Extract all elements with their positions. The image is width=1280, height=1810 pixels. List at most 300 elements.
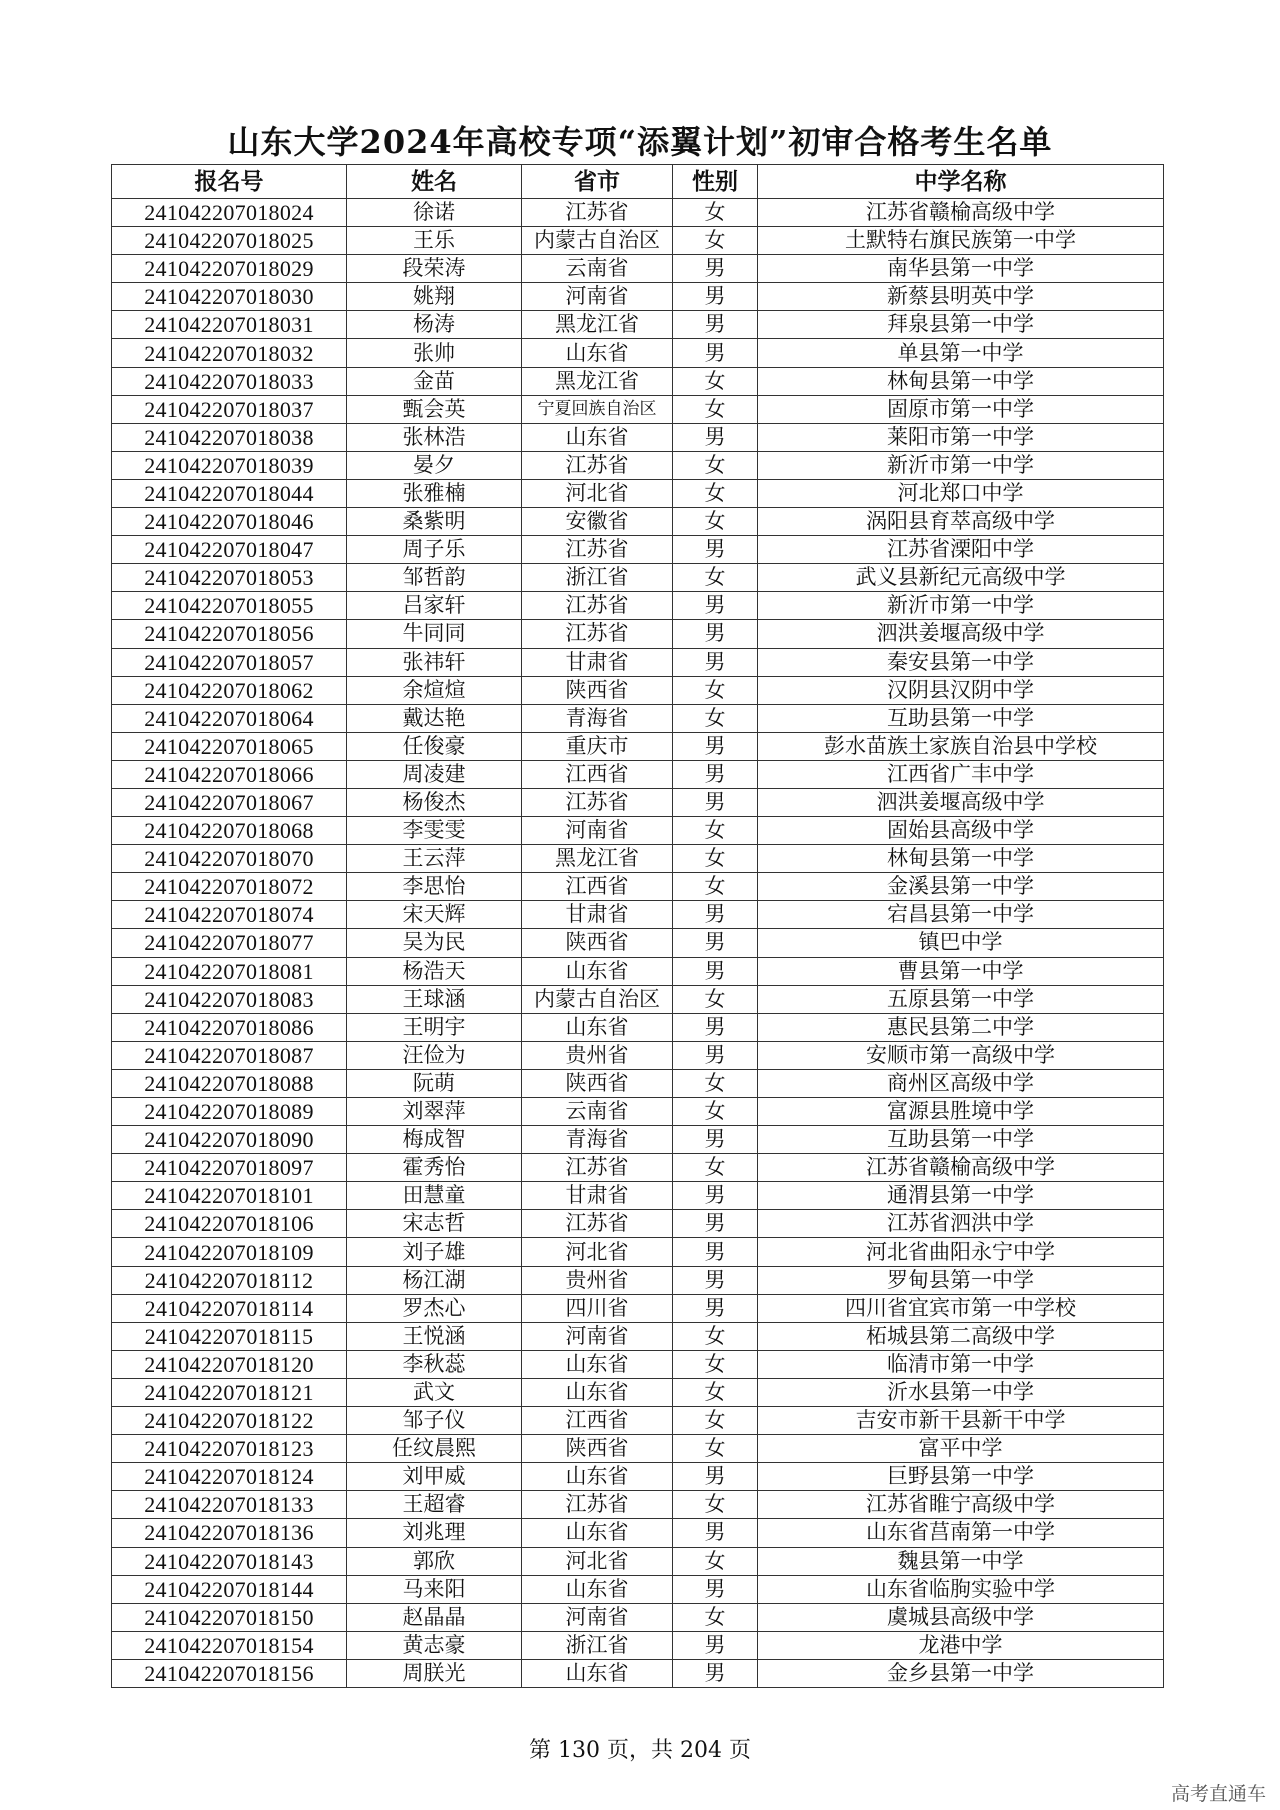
gender-cell: 男 bbox=[673, 620, 758, 648]
registration-no-cell: 241042207018087 bbox=[112, 1041, 347, 1069]
registration-no-cell: 241042207018133 bbox=[112, 1491, 347, 1519]
school-cell: 新蔡县明英中学 bbox=[758, 283, 1164, 311]
table-row bbox=[112, 508, 1164, 536]
candidate-table bbox=[111, 164, 1164, 1688]
name-cell: 李雯雯 bbox=[347, 817, 522, 845]
name-cell: 周凌建 bbox=[347, 760, 522, 788]
table-row bbox=[112, 873, 1164, 901]
gender-cell: 女 bbox=[673, 676, 758, 704]
gender-cell: 女 bbox=[673, 395, 758, 423]
name-cell: 任纹晨熙 bbox=[347, 1435, 522, 1463]
school-cell: 彭水苗族土家族自治县中学校 bbox=[758, 732, 1164, 760]
table-row bbox=[112, 1182, 1164, 1210]
school-cell: 新沂市第一中学 bbox=[758, 451, 1164, 479]
gender-cell: 男 bbox=[673, 311, 758, 339]
gender-cell: 男 bbox=[673, 1266, 758, 1294]
gender-cell: 女 bbox=[673, 985, 758, 1013]
registration-no-cell: 241042207018046 bbox=[112, 508, 347, 536]
school-cell: 南华县第一中学 bbox=[758, 255, 1164, 283]
table-row bbox=[112, 1631, 1164, 1659]
gender-cell: 男 bbox=[673, 536, 758, 564]
registration-no-cell: 241042207018044 bbox=[112, 479, 347, 507]
school-cell: 拜泉县第一中学 bbox=[758, 311, 1164, 339]
table-row bbox=[112, 1210, 1164, 1238]
gender-cell: 女 bbox=[673, 1491, 758, 1519]
registration-no-cell: 241042207018156 bbox=[112, 1659, 347, 1687]
table-row bbox=[112, 1547, 1164, 1575]
name-cell: 李思怡 bbox=[347, 873, 522, 901]
school-cell: 汉阴县汉阴中学 bbox=[758, 676, 1164, 704]
table-row bbox=[112, 1435, 1164, 1463]
school-cell: 武义县新纪元高级中学 bbox=[758, 564, 1164, 592]
province-cell: 云南省 bbox=[522, 1098, 673, 1126]
province-cell: 内蒙古自治区 bbox=[522, 985, 673, 1013]
name-cell: 王超睿 bbox=[347, 1491, 522, 1519]
table-row bbox=[112, 985, 1164, 1013]
name-cell: 王云萍 bbox=[347, 845, 522, 873]
gender-cell: 男 bbox=[673, 1631, 758, 1659]
school-cell: 富源县胜境中学 bbox=[758, 1098, 1164, 1126]
school-cell: 秦安县第一中学 bbox=[758, 648, 1164, 676]
name-cell: 宋天辉 bbox=[347, 901, 522, 929]
school-cell: 五原县第一中学 bbox=[758, 985, 1164, 1013]
school-cell: 山东省临朐实验中学 bbox=[758, 1575, 1164, 1603]
table-row bbox=[112, 311, 1164, 339]
page-number: 第 130 页，共 204 页 bbox=[529, 1738, 751, 1763]
province-cell: 陕西省 bbox=[522, 929, 673, 957]
name-cell: 金苗 bbox=[347, 367, 522, 395]
school-cell: 土默特右旗民族第一中学 bbox=[758, 227, 1164, 255]
province-cell: 黑龙江省 bbox=[522, 845, 673, 873]
name-cell: 刘兆理 bbox=[347, 1519, 522, 1547]
table-row bbox=[112, 199, 1164, 227]
province-cell: 江苏省 bbox=[522, 199, 673, 227]
province-cell: 安徽省 bbox=[522, 508, 673, 536]
province-cell: 河北省 bbox=[522, 479, 673, 507]
school-cell: 林甸县第一中学 bbox=[758, 845, 1164, 873]
province-cell: 四川省 bbox=[522, 1294, 673, 1322]
registration-no-cell: 241042207018032 bbox=[112, 339, 347, 367]
province-cell: 浙江省 bbox=[522, 564, 673, 592]
table-row bbox=[112, 367, 1164, 395]
province-cell: 山东省 bbox=[522, 1519, 673, 1547]
name-cell: 田慧童 bbox=[347, 1182, 522, 1210]
province-cell: 江苏省 bbox=[522, 592, 673, 620]
registration-no-cell: 241042207018144 bbox=[112, 1575, 347, 1603]
table-row bbox=[112, 283, 1164, 311]
table-header-row bbox=[112, 165, 1164, 199]
school-cell: 镇巴中学 bbox=[758, 929, 1164, 957]
gender-cell: 女 bbox=[673, 1350, 758, 1378]
name-cell: 刘翠萍 bbox=[347, 1098, 522, 1126]
school-cell: 莱阳市第一中学 bbox=[758, 423, 1164, 451]
registration-no-cell: 241042207018150 bbox=[112, 1603, 347, 1631]
gender-cell: 男 bbox=[673, 1126, 758, 1154]
province-cell: 陕西省 bbox=[522, 1435, 673, 1463]
registration-no-cell: 241042207018070 bbox=[112, 845, 347, 873]
province-cell: 江苏省 bbox=[522, 536, 673, 564]
school-cell: 安顺市第一高级中学 bbox=[758, 1041, 1164, 1069]
gender-cell: 男 bbox=[673, 1575, 758, 1603]
table-row bbox=[112, 788, 1164, 816]
registration-no-cell: 241042207018047 bbox=[112, 536, 347, 564]
name-cell: 杨俊杰 bbox=[347, 788, 522, 816]
name-cell: 余煊煊 bbox=[347, 676, 522, 704]
school-cell: 新沂市第一中学 bbox=[758, 592, 1164, 620]
gender-cell: 女 bbox=[673, 451, 758, 479]
school-cell: 泗洪姜堰高级中学 bbox=[758, 620, 1164, 648]
registration-no-cell: 241042207018086 bbox=[112, 1013, 347, 1041]
gender-cell: 女 bbox=[673, 227, 758, 255]
registration-no-cell: 241042207018062 bbox=[112, 676, 347, 704]
registration-no-cell: 241042207018072 bbox=[112, 873, 347, 901]
province-cell: 江西省 bbox=[522, 760, 673, 788]
name-cell: 刘甲威 bbox=[347, 1463, 522, 1491]
province-cell: 贵州省 bbox=[522, 1266, 673, 1294]
registration-no-cell: 241042207018115 bbox=[112, 1322, 347, 1350]
province-cell: 甘肃省 bbox=[522, 1182, 673, 1210]
province-cell: 山东省 bbox=[522, 1378, 673, 1406]
school-cell: 通渭县第一中学 bbox=[758, 1182, 1164, 1210]
name-cell: 刘子雄 bbox=[347, 1238, 522, 1266]
province-cell: 甘肃省 bbox=[522, 901, 673, 929]
province-cell: 山东省 bbox=[522, 1463, 673, 1491]
registration-no-cell: 241042207018122 bbox=[112, 1407, 347, 1435]
province-cell: 青海省 bbox=[522, 1126, 673, 1154]
gender-cell: 女 bbox=[673, 1154, 758, 1182]
province-cell: 青海省 bbox=[522, 704, 673, 732]
school-cell: 江西省广丰中学 bbox=[758, 760, 1164, 788]
name-cell: 张祎轩 bbox=[347, 648, 522, 676]
province-cell: 山东省 bbox=[522, 339, 673, 367]
gender-cell: 男 bbox=[673, 1182, 758, 1210]
registration-no-cell: 241042207018088 bbox=[112, 1069, 347, 1097]
column-header-registration-no: 报名号 bbox=[112, 165, 347, 199]
gender-cell: 男 bbox=[673, 1519, 758, 1547]
table-row bbox=[112, 1575, 1164, 1603]
document-title: 山东大学2024年高校专项“添翼计划”初审合格考生名单 bbox=[227, 123, 1053, 161]
school-cell: 吉安市新干县新干中学 bbox=[758, 1407, 1164, 1435]
school-cell: 沂水县第一中学 bbox=[758, 1378, 1164, 1406]
name-cell: 张帅 bbox=[347, 339, 522, 367]
gender-cell: 男 bbox=[673, 648, 758, 676]
table-row bbox=[112, 732, 1164, 760]
name-cell: 甄会英 bbox=[347, 395, 522, 423]
school-cell: 金溪县第一中学 bbox=[758, 873, 1164, 901]
registration-no-cell: 241042207018067 bbox=[112, 788, 347, 816]
name-cell: 邹子仪 bbox=[347, 1407, 522, 1435]
province-cell: 宁夏回族自治区 bbox=[522, 395, 673, 423]
table-row bbox=[112, 704, 1164, 732]
name-cell: 段荣涛 bbox=[347, 255, 522, 283]
table-row bbox=[112, 1069, 1164, 1097]
gender-cell: 女 bbox=[673, 367, 758, 395]
gender-cell: 男 bbox=[673, 592, 758, 620]
name-cell: 杨江湖 bbox=[347, 1266, 522, 1294]
registration-no-cell: 241042207018055 bbox=[112, 592, 347, 620]
column-header-school: 中学名称 bbox=[758, 165, 1164, 199]
registration-no-cell: 241042207018030 bbox=[112, 283, 347, 311]
gender-cell: 男 bbox=[673, 929, 758, 957]
registration-no-cell: 241042207018031 bbox=[112, 311, 347, 339]
registration-no-cell: 241042207018136 bbox=[112, 1519, 347, 1547]
registration-no-cell: 241042207018057 bbox=[112, 648, 347, 676]
province-cell: 甘肃省 bbox=[522, 648, 673, 676]
table-row bbox=[112, 1041, 1164, 1069]
gender-cell: 男 bbox=[673, 1463, 758, 1491]
gender-cell: 女 bbox=[673, 1378, 758, 1406]
registration-no-cell: 241042207018077 bbox=[112, 929, 347, 957]
school-cell: 巨野县第一中学 bbox=[758, 1463, 1164, 1491]
watermark: 高考直通车 bbox=[1170, 1783, 1266, 1805]
table-row bbox=[112, 1098, 1164, 1126]
registration-no-cell: 241042207018097 bbox=[112, 1154, 347, 1182]
province-cell: 河南省 bbox=[522, 283, 673, 311]
gender-cell: 女 bbox=[673, 1603, 758, 1631]
name-cell: 桑紫明 bbox=[347, 508, 522, 536]
school-cell: 罗甸县第一中学 bbox=[758, 1266, 1164, 1294]
name-cell: 郭欣 bbox=[347, 1547, 522, 1575]
school-cell: 互助县第一中学 bbox=[758, 704, 1164, 732]
registration-no-cell: 241042207018074 bbox=[112, 901, 347, 929]
name-cell: 张林浩 bbox=[347, 423, 522, 451]
registration-no-cell: 241042207018066 bbox=[112, 760, 347, 788]
name-cell: 阮萌 bbox=[347, 1069, 522, 1097]
school-cell: 涡阳县育萃高级中学 bbox=[758, 508, 1164, 536]
gender-cell: 女 bbox=[673, 564, 758, 592]
gender-cell: 女 bbox=[673, 873, 758, 901]
name-cell: 赵晶晶 bbox=[347, 1603, 522, 1631]
registration-no-cell: 241042207018123 bbox=[112, 1435, 347, 1463]
name-cell: 王乐 bbox=[347, 227, 522, 255]
table-row bbox=[112, 760, 1164, 788]
gender-cell: 男 bbox=[673, 1210, 758, 1238]
gender-cell: 女 bbox=[673, 845, 758, 873]
registration-no-cell: 241042207018065 bbox=[112, 732, 347, 760]
province-cell: 浙江省 bbox=[522, 1631, 673, 1659]
registration-no-cell: 241042207018053 bbox=[112, 564, 347, 592]
gender-cell: 男 bbox=[673, 732, 758, 760]
registration-no-cell: 241042207018064 bbox=[112, 704, 347, 732]
table-row bbox=[112, 1322, 1164, 1350]
table-row bbox=[112, 1154, 1164, 1182]
name-cell: 汪俭为 bbox=[347, 1041, 522, 1069]
gender-cell: 男 bbox=[673, 901, 758, 929]
table-row bbox=[112, 817, 1164, 845]
table-row bbox=[112, 845, 1164, 873]
name-cell: 戴达艳 bbox=[347, 704, 522, 732]
gender-cell: 男 bbox=[673, 423, 758, 451]
registration-no-cell: 241042207018143 bbox=[112, 1547, 347, 1575]
column-header-name: 姓名 bbox=[347, 165, 522, 199]
name-cell: 任俊豪 bbox=[347, 732, 522, 760]
table-row bbox=[112, 957, 1164, 985]
registration-no-cell: 241042207018068 bbox=[112, 817, 347, 845]
table-row bbox=[112, 648, 1164, 676]
table-row bbox=[112, 1238, 1164, 1266]
province-cell: 山东省 bbox=[522, 957, 673, 985]
province-cell: 云南省 bbox=[522, 255, 673, 283]
registration-no-cell: 241042207018154 bbox=[112, 1631, 347, 1659]
school-cell: 四川省宜宾市第一中学校 bbox=[758, 1294, 1164, 1322]
province-cell: 江苏省 bbox=[522, 1491, 673, 1519]
table-row bbox=[112, 479, 1164, 507]
table-row bbox=[112, 676, 1164, 704]
school-cell: 河北郑口中学 bbox=[758, 479, 1164, 507]
gender-cell: 男 bbox=[673, 1041, 758, 1069]
school-cell: 林甸县第一中学 bbox=[758, 367, 1164, 395]
gender-cell: 男 bbox=[673, 1294, 758, 1322]
table-row bbox=[112, 536, 1164, 564]
name-cell: 徐诺 bbox=[347, 199, 522, 227]
table-row bbox=[112, 620, 1164, 648]
name-cell: 李秋蕊 bbox=[347, 1350, 522, 1378]
table-row bbox=[112, 423, 1164, 451]
table-row bbox=[112, 592, 1164, 620]
province-cell: 山东省 bbox=[522, 1350, 673, 1378]
registration-no-cell: 241042207018081 bbox=[112, 957, 347, 985]
gender-cell: 男 bbox=[673, 760, 758, 788]
name-cell: 吕家轩 bbox=[347, 592, 522, 620]
name-cell: 周朕光 bbox=[347, 1659, 522, 1687]
province-cell: 河南省 bbox=[522, 1322, 673, 1350]
gender-cell: 女 bbox=[673, 479, 758, 507]
gender-cell: 女 bbox=[673, 817, 758, 845]
gender-cell: 女 bbox=[673, 1407, 758, 1435]
name-cell: 吴为民 bbox=[347, 929, 522, 957]
gender-cell: 女 bbox=[673, 1435, 758, 1463]
registration-no-cell: 241042207018083 bbox=[112, 985, 347, 1013]
school-cell: 泗洪姜堰高级中学 bbox=[758, 788, 1164, 816]
province-cell: 重庆市 bbox=[522, 732, 673, 760]
gender-cell: 男 bbox=[673, 255, 758, 283]
name-cell: 霍秀怡 bbox=[347, 1154, 522, 1182]
school-cell: 河北省曲阳永宁中学 bbox=[758, 1238, 1164, 1266]
registration-no-cell: 241042207018109 bbox=[112, 1238, 347, 1266]
table-row bbox=[112, 227, 1164, 255]
table-row bbox=[112, 564, 1164, 592]
province-cell: 黑龙江省 bbox=[522, 367, 673, 395]
gender-cell: 女 bbox=[673, 1098, 758, 1126]
table-row bbox=[112, 1463, 1164, 1491]
school-cell: 互助县第一中学 bbox=[758, 1126, 1164, 1154]
school-cell: 曹县第一中学 bbox=[758, 957, 1164, 985]
province-cell: 江西省 bbox=[522, 873, 673, 901]
school-cell: 虞城县高级中学 bbox=[758, 1603, 1164, 1631]
name-cell: 邹哲韵 bbox=[347, 564, 522, 592]
school-cell: 商州区高级中学 bbox=[758, 1069, 1164, 1097]
registration-no-cell: 241042207018101 bbox=[112, 1182, 347, 1210]
name-cell: 牛同同 bbox=[347, 620, 522, 648]
gender-cell: 男 bbox=[673, 788, 758, 816]
table-row bbox=[112, 1350, 1164, 1378]
registration-no-cell: 241042207018033 bbox=[112, 367, 347, 395]
registration-no-cell: 241042207018089 bbox=[112, 1098, 347, 1126]
province-cell: 河南省 bbox=[522, 1603, 673, 1631]
province-cell: 陕西省 bbox=[522, 1069, 673, 1097]
province-cell: 江苏省 bbox=[522, 788, 673, 816]
school-cell: 江苏省泗洪中学 bbox=[758, 1210, 1164, 1238]
province-cell: 内蒙古自治区 bbox=[522, 227, 673, 255]
registration-no-cell: 241042207018120 bbox=[112, 1350, 347, 1378]
school-cell: 江苏省溧阳中学 bbox=[758, 536, 1164, 564]
name-cell: 周子乐 bbox=[347, 536, 522, 564]
school-cell: 龙港中学 bbox=[758, 1631, 1164, 1659]
province-cell: 陕西省 bbox=[522, 676, 673, 704]
province-cell: 江苏省 bbox=[522, 1154, 673, 1182]
gender-cell: 女 bbox=[673, 1547, 758, 1575]
gender-cell: 女 bbox=[673, 1322, 758, 1350]
registration-no-cell: 241042207018121 bbox=[112, 1378, 347, 1406]
table-row bbox=[112, 1603, 1164, 1631]
school-cell: 固始县高级中学 bbox=[758, 817, 1164, 845]
table-row bbox=[112, 339, 1164, 367]
name-cell: 宋志哲 bbox=[347, 1210, 522, 1238]
gender-cell: 女 bbox=[673, 199, 758, 227]
table-row bbox=[112, 1126, 1164, 1154]
column-header-gender: 性别 bbox=[673, 165, 758, 199]
name-cell: 梅成智 bbox=[347, 1126, 522, 1154]
school-cell: 临清市第一中学 bbox=[758, 1350, 1164, 1378]
name-cell: 杨浩天 bbox=[347, 957, 522, 985]
name-cell: 罗杰心 bbox=[347, 1294, 522, 1322]
province-cell: 贵州省 bbox=[522, 1041, 673, 1069]
registration-no-cell: 241042207018025 bbox=[112, 227, 347, 255]
gender-cell: 男 bbox=[673, 1013, 758, 1041]
gender-cell: 女 bbox=[673, 508, 758, 536]
table-row bbox=[112, 1294, 1164, 1322]
gender-cell: 女 bbox=[673, 704, 758, 732]
name-cell: 王明宇 bbox=[347, 1013, 522, 1041]
name-cell: 黄志豪 bbox=[347, 1631, 522, 1659]
table-row bbox=[112, 1378, 1164, 1406]
name-cell: 王悦涵 bbox=[347, 1322, 522, 1350]
table-row bbox=[112, 451, 1164, 479]
school-cell: 江苏省赣榆高级中学 bbox=[758, 1154, 1164, 1182]
school-cell: 宕昌县第一中学 bbox=[758, 901, 1164, 929]
province-cell: 河北省 bbox=[522, 1238, 673, 1266]
school-cell: 魏县第一中学 bbox=[758, 1547, 1164, 1575]
name-cell: 晏夕 bbox=[347, 451, 522, 479]
registration-no-cell: 241042207018106 bbox=[112, 1210, 347, 1238]
registration-no-cell: 241042207018112 bbox=[112, 1266, 347, 1294]
table-row bbox=[112, 1407, 1164, 1435]
province-cell: 江苏省 bbox=[522, 1210, 673, 1238]
name-cell: 姚翔 bbox=[347, 283, 522, 311]
province-cell: 山东省 bbox=[522, 1013, 673, 1041]
registration-no-cell: 241042207018024 bbox=[112, 199, 347, 227]
registration-no-cell: 241042207018029 bbox=[112, 255, 347, 283]
province-cell: 河北省 bbox=[522, 1547, 673, 1575]
province-cell: 黑龙江省 bbox=[522, 311, 673, 339]
registration-no-cell: 241042207018090 bbox=[112, 1126, 347, 1154]
school-cell: 富平中学 bbox=[758, 1435, 1164, 1463]
province-cell: 山东省 bbox=[522, 1659, 673, 1687]
school-cell: 固原市第一中学 bbox=[758, 395, 1164, 423]
registration-no-cell: 241042207018037 bbox=[112, 395, 347, 423]
name-cell: 张雅楠 bbox=[347, 479, 522, 507]
registration-no-cell: 241042207018124 bbox=[112, 1463, 347, 1491]
name-cell: 武文 bbox=[347, 1378, 522, 1406]
table-row bbox=[112, 1013, 1164, 1041]
province-cell: 江苏省 bbox=[522, 620, 673, 648]
school-cell: 惠民县第二中学 bbox=[758, 1013, 1164, 1041]
school-cell: 江苏省睢宁高级中学 bbox=[758, 1491, 1164, 1519]
table-row bbox=[112, 901, 1164, 929]
table-row bbox=[112, 1659, 1164, 1687]
column-header-province: 省市 bbox=[522, 165, 673, 199]
gender-cell: 男 bbox=[673, 283, 758, 311]
